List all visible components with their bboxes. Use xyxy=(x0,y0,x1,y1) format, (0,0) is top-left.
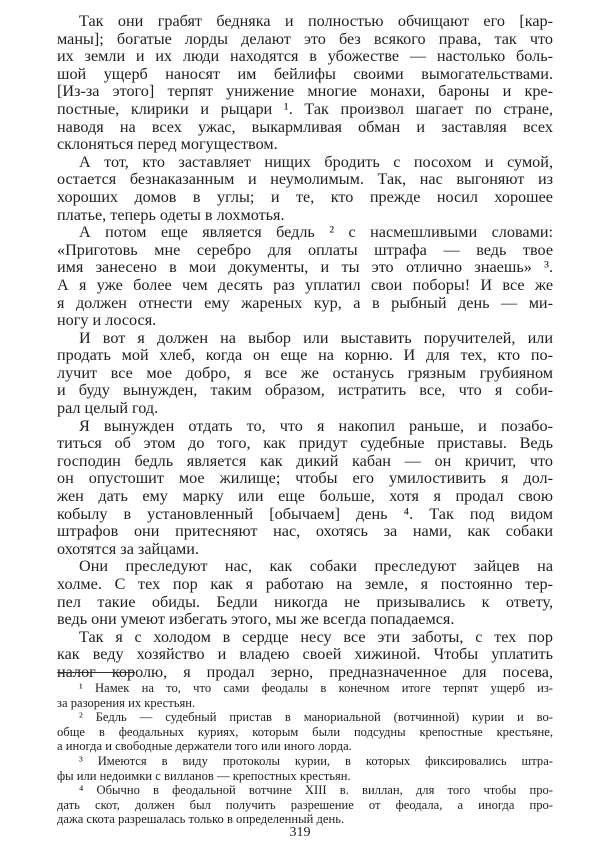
text-line: ногу и лосося. xyxy=(57,311,157,330)
footnote-line: за разорения их крестьян. xyxy=(57,695,196,710)
text-line: склоняться перед могуществом. xyxy=(57,135,278,154)
footnote xyxy=(57,710,553,754)
text-line: жен дать ему марку или еще больше, хотя я продал свою xyxy=(57,487,553,506)
text-line: кобылу в установленный [обычаем] день ⁴. Так под видом xyxy=(57,504,553,523)
text-line: имя занесено в мои документы, и ты это отлично знаешь» ³. xyxy=(57,258,553,277)
text-line: Так я с холодом в сердце несу все эти заботы, с тех пор xyxy=(79,627,553,646)
text-line: штрафов они притесняют нас, охотясь за нами, как собаки xyxy=(57,522,553,541)
text-line: А потом еще является бедль ² с насмешливыми словами: xyxy=(79,223,553,242)
footnote xyxy=(57,783,553,827)
text-line: титься об этом до того, как придут судебные приставы. Ведь xyxy=(57,434,553,453)
text-line: холме. С тех пор как я работаю на земле, я постоянно тер- xyxy=(57,575,553,593)
text-line: налог королю, я продал зерно, предназначенное для посева, xyxy=(57,662,553,681)
text-line: хороших домов в углы; и те, кто прежде носил хорошее xyxy=(57,187,553,206)
text-line: И вот я должен на выбор или выставить поручителей, или xyxy=(79,328,553,347)
footnote-line: а иногда и свободные держатели того или иного лорда. xyxy=(57,739,352,754)
text-line: платье, теперь одеты в лохмотья. xyxy=(57,205,285,224)
text-line: я должен отнести ему жареных кур, а в рыбный день — ми- xyxy=(57,293,553,312)
footnote-line: фы или недоимки с вилланов — крепостных крестьян. xyxy=(57,768,351,783)
text-line: и буду вынужден, таким образом, истратить все, что я соби- xyxy=(57,381,553,400)
footnote-line: ⁴ Обычно в феодальной вотчине XIII в. виллан, для того чтобы про- xyxy=(79,783,553,798)
text-line: постные, клирики и рыцари ¹. Так произвол шагает по стране, xyxy=(57,99,553,118)
paragraph xyxy=(57,418,553,559)
text-line: пел такие обиды. Бедли никогда не призывались к ответу, xyxy=(57,592,553,611)
footnote-line: ³ Имеются в виду протоколы курии, в которых фиксировались штра- xyxy=(79,753,553,768)
text-line: лучит все мое добро, я все же останусь грязным грубияном xyxy=(57,363,553,382)
footnote-divider xyxy=(57,672,135,673)
footnote-line: ¹ Намек на то, что сами феодалы в конечном итоге терпят ущерб из- xyxy=(79,681,553,695)
text-line: А я уже более чем десять раз уплатил свои поборы! И все же xyxy=(57,275,553,294)
text-line: охотятся за зайцами. xyxy=(57,539,199,558)
text-line: [Из-за этого] терпят унижение многие монахи, бароны и кре- xyxy=(57,82,553,101)
text-line: Я вынужден отдать то, что я накопил раньше, и позабо- xyxy=(79,416,553,435)
footnote-line: дать скот, должен был получить разрешение от феодала, а иногда про- xyxy=(57,797,553,812)
text-line: маны]; богатые лорды делают это без всякого права, так что xyxy=(57,29,553,48)
text-line: «Приготовь мне серебро для оплаты штрафа — ведь твое xyxy=(57,240,553,259)
text-line: наводя на всех ужас, выкармливая обман и заставляя всех xyxy=(57,117,553,136)
footnote-line: дажа скота разрешалась только в определенный день. xyxy=(57,812,345,827)
text-line: продать мой хлеб, когда он еще на корню. И для тех, кто по- xyxy=(57,346,553,365)
text-line: Так они грабят бедняка и полностью обчищают его [кар- xyxy=(79,12,553,30)
paragraph xyxy=(57,558,553,628)
text-line: шой ущерб наносят им бейлифы своими вымогательствами. xyxy=(57,64,553,83)
paragraph xyxy=(57,224,553,330)
footnote-line: обще в феодальных куриях, которым были подсудны крепостные крестьяне, xyxy=(57,724,553,739)
text-line: как веду хозяйство и владею своей хижиной. Чтобы уплатить xyxy=(57,645,553,664)
paragraph xyxy=(57,330,553,418)
paragraph xyxy=(57,154,553,224)
text-line: остается безнаказанным и неумолимым. Так, нас выгоняют из xyxy=(57,170,553,189)
footnote-line: ² Бедль — судебный пристав в манориальной (вотчинной) курии и во- xyxy=(79,710,553,725)
text-line: А тот, кто заставляет нищих бродить с посохом и сумой, xyxy=(79,152,553,171)
paragraph xyxy=(57,629,553,682)
body-text xyxy=(57,13,553,682)
footnote xyxy=(57,681,553,710)
page-number: 319 xyxy=(289,825,311,840)
footnote xyxy=(57,754,553,783)
text-line: рал целый год. xyxy=(57,399,159,418)
text-line: Они преследуют нас, как собаки преследуют зайцев на xyxy=(79,557,553,576)
text-line: их земли и их люди находятся в убожестве — настолько боль- xyxy=(57,47,553,66)
text-line: он опустошит мое жилище; чтобы его умилостивить я дол- xyxy=(57,469,553,488)
text-line: ведь они умеют избегать этого, мы же всегда попадаемся. xyxy=(57,610,455,629)
text-line: господин бедль является как дикий кабан — он кричит, что xyxy=(57,451,553,470)
footnotes xyxy=(57,681,553,827)
paragraph xyxy=(57,13,553,154)
